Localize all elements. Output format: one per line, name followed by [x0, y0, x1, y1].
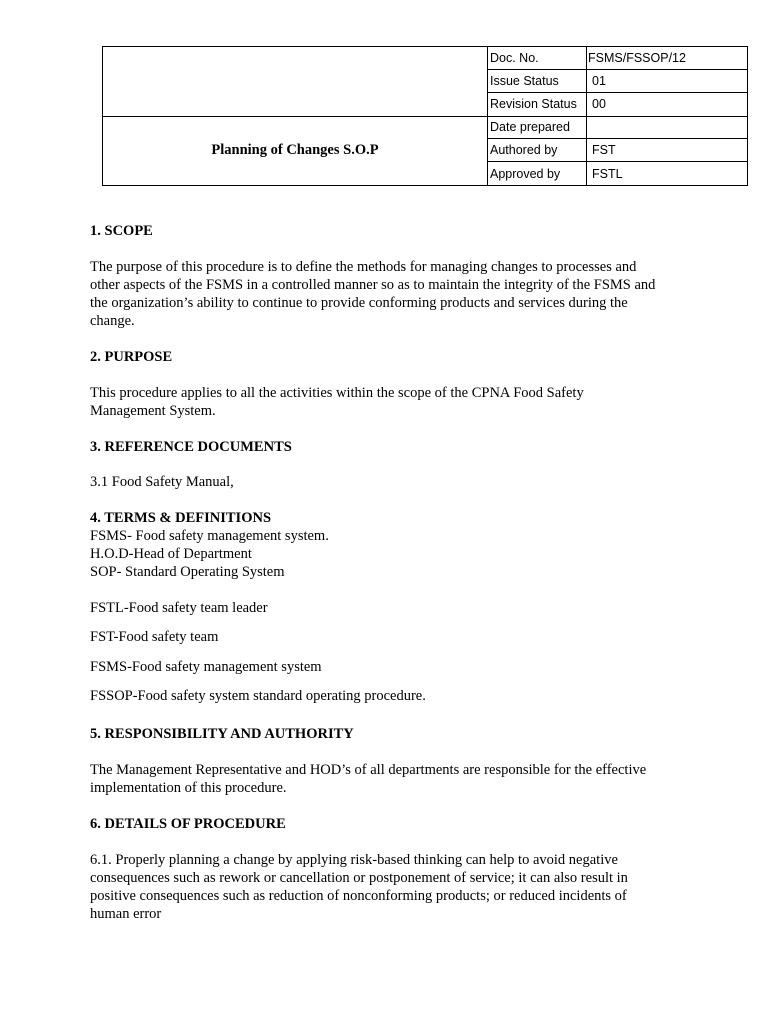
- responsibility-line: implementation of this procedure.: [90, 780, 287, 796]
- purpose-line: Management System.: [90, 403, 216, 419]
- reference-item: 3.1 Food Safety Manual,: [90, 474, 234, 490]
- term-line: FST-Food safety team: [90, 629, 219, 645]
- responsibility-line: The Management Representative and HOD’s of all departments are responsible for the effective: [90, 762, 647, 778]
- term-line: H.O.D-Head of Department: [90, 546, 252, 562]
- details-line: positive consequences such as reduction of nonconforming products; or reduced incidents of: [90, 888, 627, 904]
- section-heading-references: 3. REFERENCE DOCUMENTS: [90, 439, 292, 455]
- scope-line: the organization’s ability to continue to provide conforming products and services during the: [90, 295, 628, 311]
- term-line: FSMS-Food safety management system: [90, 659, 322, 675]
- approved-by-value: FSTL: [592, 167, 623, 181]
- section-heading-terms: 4. TERMS & DEFINITIONS: [90, 510, 272, 526]
- scope-line: change.: [90, 313, 135, 329]
- purpose-line: This procedure applies to all the activities within the scope of the CPNA Food Safety: [90, 385, 584, 401]
- issue-status-value: 01: [592, 74, 606, 88]
- authored-by-label: Authored by: [490, 143, 558, 157]
- section-heading-purpose: 2. PURPOSE: [90, 349, 173, 365]
- scope-line: The purpose of this procedure is to define the methods for managing changes to processes and: [90, 259, 637, 275]
- issue-status-label: Issue Status: [490, 74, 559, 88]
- details-line: 6.1. Properly planning a change by applying risk-based thinking can help to avoid negative: [90, 852, 618, 868]
- details-line: human error: [90, 906, 162, 922]
- term-line: FSSOP-Food safety system standard operating procedure.: [90, 688, 426, 704]
- section-heading-details: 6. DETAILS OF PROCEDURE: [90, 816, 286, 832]
- section-heading-responsibility: 5. RESPONSIBILITY AND AUTHORITY: [90, 726, 354, 742]
- date-prepared-label: Date prepared: [490, 120, 570, 134]
- approved-by-label: Approved by: [490, 167, 561, 181]
- term-line: FSTL-Food safety team leader: [90, 600, 268, 616]
- section-heading-scope: 1. SCOPE: [90, 223, 153, 239]
- doc-no-value: FSMS/FSSOP/12: [588, 51, 686, 65]
- scope-line: other aspects of the FSMS in a controlled manner so as to maintain the integrity of the FSMS and: [90, 277, 656, 293]
- term-line: SOP- Standard Operating System: [90, 564, 285, 580]
- document-header-table: [102, 46, 748, 186]
- details-line: consequences such as rework or cancellation or postponement of service; it can also result in: [90, 870, 628, 886]
- authored-by-value: FST: [592, 143, 616, 157]
- doc-no-label: Doc. No.: [490, 51, 539, 65]
- table-divider: [487, 161, 747, 162]
- term-line: FSMS- Food safety management system.: [90, 528, 329, 544]
- revision-status-value: 00: [592, 97, 606, 111]
- document-title: Planning of Changes S.O.P: [211, 142, 379, 158]
- revision-status-label: Revision Status: [490, 97, 577, 111]
